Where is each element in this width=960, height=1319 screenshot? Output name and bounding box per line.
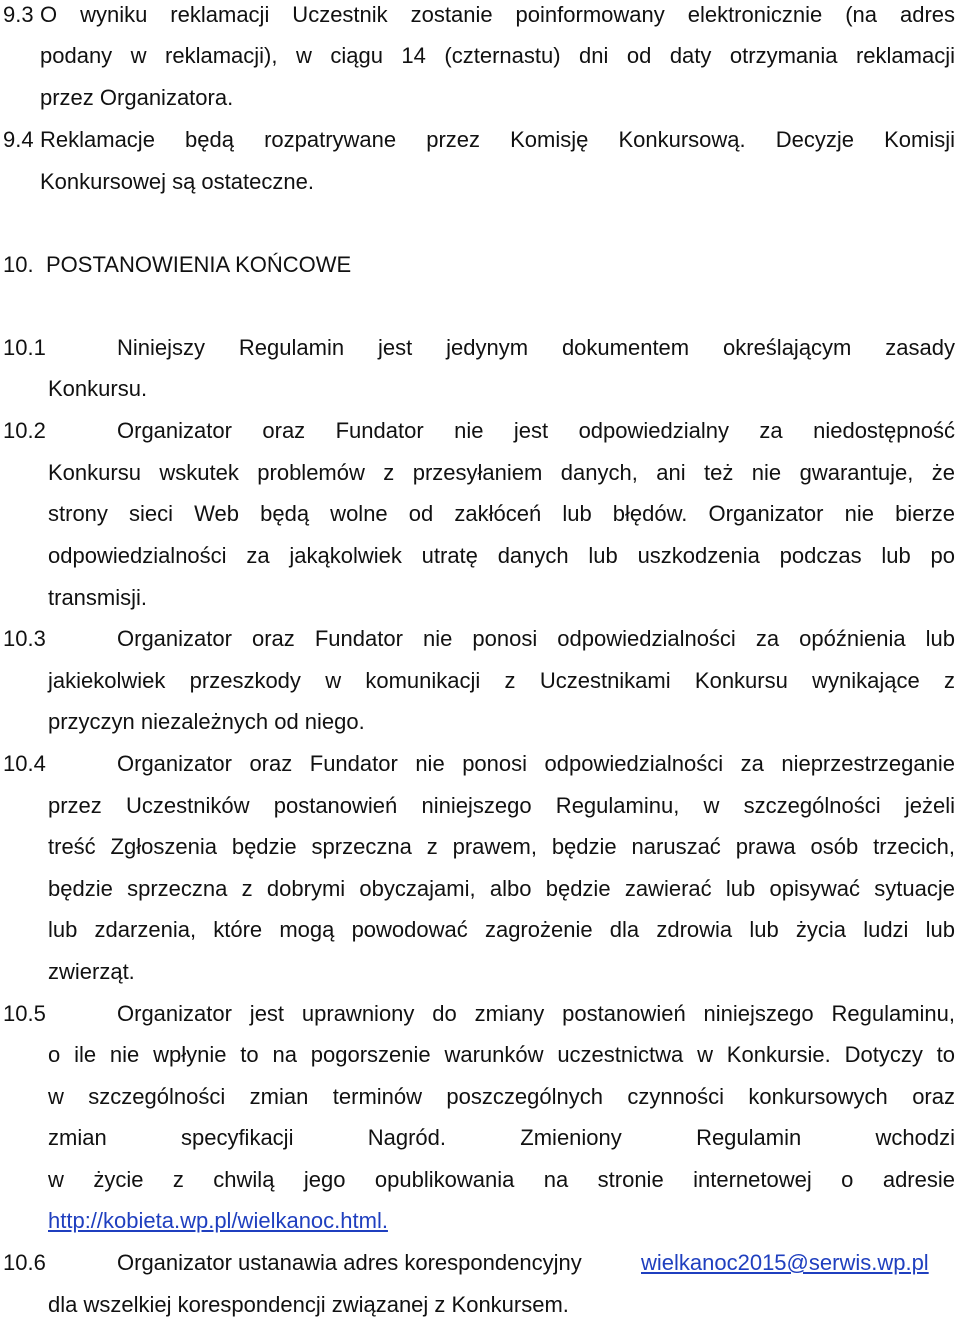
section-10-2-line-5: transmisji. [48, 585, 148, 610]
section-number-9-3: 9.3 [3, 2, 34, 27]
section-10-5-line-5: w życie z chwilą jego opublikowania na stronie internetowej o adresie [48, 1167, 955, 1192]
section-number-10-4: 10.4 [3, 751, 46, 776]
section-10-5-line-1: Organizator jest uprawniony do zmiany postanowień niniejszego Regulaminu, [117, 1001, 955, 1026]
section-10-3-line-3: przyczyn niezależnych od niego. [48, 709, 365, 734]
section-10-5-line-4: zmian specyfikacji Nagród. Zmieniony Regulamin wchodzi [48, 1125, 955, 1150]
section-9-3-line-2: podany w reklamacji), w ciągu 14 (czternastu) dni od daty otrzymania reklamacji [40, 43, 955, 68]
section-10-2-line-2: Konkursu wskutek problemów z przesyłaniem danych, ani też nie gwarantuje, że [48, 460, 955, 485]
section-number-10-3: 10.3 [3, 626, 46, 651]
section-10-5-line-3: w szczególności zmian terminów poszczególnych czynności konkursowych oraz [48, 1084, 955, 1109]
section-number-10-6: 10.6 [3, 1250, 46, 1275]
section-10-1-line-2: Konkursu. [48, 376, 148, 401]
section-10-2-line-1: Organizator oraz Fundator nie jest odpowiedzialny za niedostępność [117, 418, 955, 443]
section-9-3-line-3: przez Organizatora. [40, 85, 234, 110]
correspondence-email-link[interactable]: wielkanoc2015@serwis.wp.pl [641, 1250, 929, 1275]
section-10-2-line-3: strony sieci Web będą wolne od zakłóceń lub błędów. Organizator nie bierze [48, 501, 955, 526]
section-10-1-line-1: Niniejszy Regulamin jest jedynym dokumentem określającym zasady [117, 335, 955, 360]
section-number-10-2: 10.2 [3, 418, 46, 443]
section-10-3-line-2: jakiekolwiek przeszkody w komunikacji z Uczestnikami Konkursu wynikające z [48, 668, 955, 693]
regulations-url-link[interactable]: http://kobieta.wp.pl/wielkanoc.html. [48, 1208, 388, 1233]
section-10-4-line-4: będzie sprzeczna z dobrymi obyczajami, albo będzie zawierać lub opisywać sytuacje [48, 876, 955, 901]
section-9-3-line-1: O wyniku reklamacji Uczestnik zostanie poinformowany elektronicznie (na adres [40, 2, 955, 27]
section-number-9-4: 9.4 [3, 127, 34, 152]
section-10-6-line-1: Organizator ustanawia adres korespondencyjny [117, 1250, 582, 1275]
section-9-4-line-1: Reklamacje będą rozpatrywane przez Komisję Konkursową. Decyzje Komisji [40, 127, 955, 152]
section-heading-10: POSTANOWIENIA KOŃCOWE [46, 252, 352, 277]
section-9-4-line-2: Konkursowej są ostateczne. [40, 169, 314, 194]
section-10-4-line-2: przez Uczestników postanowień niniejszego Regulaminu, w szczególności jeżeli [48, 793, 955, 818]
section-10-4-line-3: treść Zgłoszenia będzie sprzeczna z prawem, będzie naruszać prawa osób trzecich, [48, 834, 955, 859]
section-number-10: 10. [3, 252, 34, 277]
section-10-6-line-2: dla wszelkiej korespondencji związanej z Konkursem. [48, 1292, 569, 1317]
section-10-5-line-2: o ile nie wpłynie to na pogorszenie warunków uczestnictwa w Konkursie. Dotyczy to [48, 1042, 955, 1067]
section-10-3-line-1: Organizator oraz Fundator nie ponosi odpowiedzialności za opóźnienia lub [117, 626, 955, 651]
section-10-4-line-1: Organizator oraz Fundator nie ponosi odpowiedzialności za nieprzestrzeganie [117, 751, 955, 776]
section-number-10-1: 10.1 [3, 335, 46, 360]
section-10-2-line-4: odpowiedzialności za jakąkolwiek utratę danych lub uszkodzenia podczas lub po [48, 543, 955, 568]
section-10-4-line-5: lub zdarzenia, które mogą powodować zagrożenie dla zdrowia lub życia ludzi lub [48, 917, 955, 942]
section-10-4-line-6: zwierząt. [48, 959, 135, 984]
section-number-10-5: 10.5 [3, 1001, 46, 1026]
